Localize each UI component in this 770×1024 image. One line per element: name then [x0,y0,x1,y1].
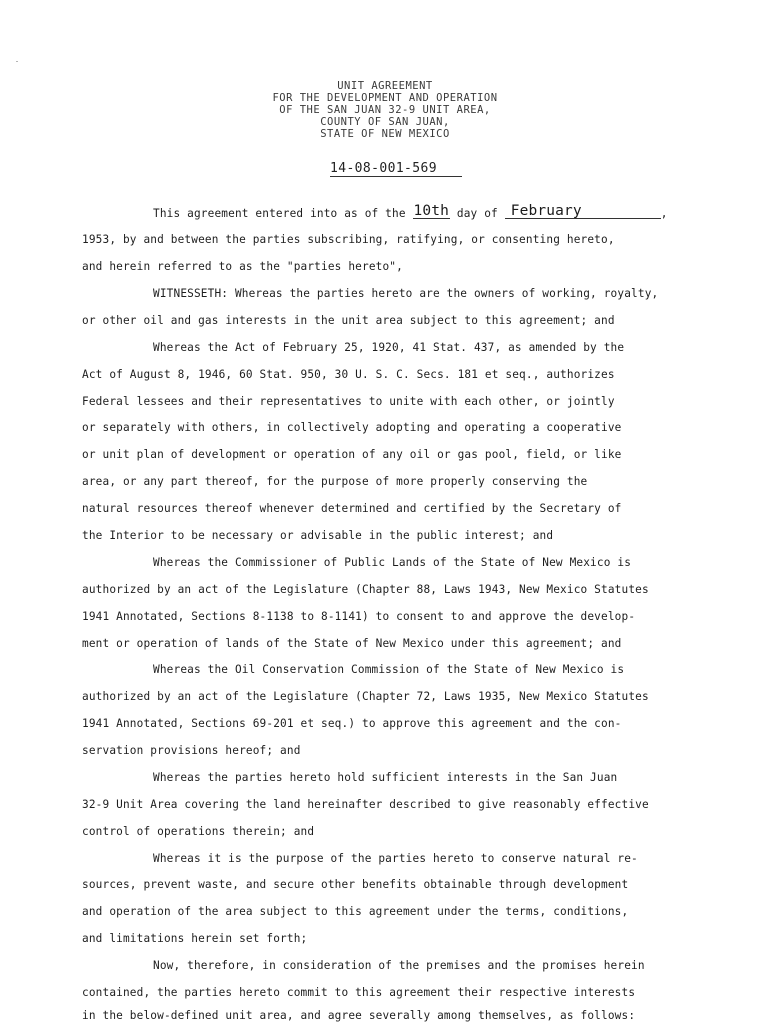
preamble-text: This agreement entered into as of the [153,207,413,220]
preamble-line: and herein referred to as the "parties hereto", [82,260,403,273]
paragraph-line: contained, the parties hereto commit to this agreement their respective interests [82,986,636,999]
paragraph-line: the Interior to be necessary or advisable in the public interest; and [82,529,554,542]
paragraph-line: servation provisions hereof; and [82,744,301,757]
heading-line: OF THE SAN JUAN 32-9 UNIT AREA, [279,104,491,116]
paragraph-line: 1941 Annotated, Sections 69-201 et seq.) to approve this agreement and the con- [82,717,622,730]
paragraph-line: or other oil and gas interests in the unit area subject to this agreement; and [82,314,615,327]
paragraph-line: authorized by an act of the Legislature (Chapter 88, Laws 1943, New Mexico Statutes [82,583,649,596]
heading-line: STATE OF NEW MEXICO [320,128,450,140]
paragraph-line: Whereas it is the purpose of the parties hereto to conserve natural re- [153,852,638,865]
heading-line: COUNTY OF SAN JUAN, [320,116,450,128]
paragraph-line: WITNESSETH: Whereas the parties hereto are the owners of working, royalty, [153,287,659,300]
paragraph-line: and limitations herein set forth; [82,932,308,945]
scan-speck [16,61,18,62]
heading-line: UNIT AGREEMENT [337,80,433,92]
paragraph-line: 32-9 Unit Area covering the land hereinafter described to give reasonably effective [82,798,649,811]
paragraph-line: and operation of the area subject to this agreement under the terms, conditions, [82,905,629,918]
paragraph-line: Whereas the parties hereto hold sufficient interests in the San Juan [153,771,618,784]
paragraph-line: or unit plan of development or operation of any oil or gas pool, field, or like [82,448,622,461]
paragraph-line: 1941 Annotated, Sections 8-1138 to 8-1141) to consent to and approve the develop- [82,610,636,623]
preamble-text: , [660,207,668,220]
preamble-text: day of [450,207,505,220]
paragraph-line: Whereas the Act of February 25, 1920, 41 Stat. 437, as amended by the [153,341,625,354]
paragraph-line: area, or any part thereof, for the purpose of more properly conserving the [82,475,588,488]
handwritten-month: February [505,204,661,219]
paragraph-line: Whereas the Oil Conservation Commission of the State of New Mexico is [153,663,625,676]
heading-line: FOR THE DEVELOPMENT AND OPERATION [272,92,498,104]
paragraph-line: authorized by an act of the Legislature (Chapter 72, Laws 1935, New Mexico Statutes [82,690,649,703]
preamble-line [153,203,668,221]
paragraph-line: Now, therefore, in consideration of the premises and the promises herein [153,959,645,972]
document-heading [0,80,770,140]
paragraph-line: Act of August 8, 1946, 60 Stat. 950, 30 U. S. C. Secs. 181 et seq., authorizes [82,368,615,381]
preamble-line: 1953, by and between the parties subscribing, ratifying, or consenting hereto, [82,233,615,246]
paragraph-line: Federal lessees and their representatives to unite with each other, or jointly [82,395,615,408]
handwritten-day: 10th [413,203,450,219]
paragraph-line: in the below-defined unit area, and agree severally among themselves, as follows: [82,1009,636,1022]
paragraph-line: control of operations therein; and [82,825,315,838]
paragraph-line: Whereas the Commissioner of Public Lands of the State of New Mexico is [153,556,632,569]
paragraph-line: sources, prevent waste, and secure other benefits obtainable through development [82,878,629,891]
agreement-number: 14-08-001-569 [330,161,462,177]
paragraph-line: ment or operation of lands of the State of New Mexico under this agreement; and [82,637,622,650]
paragraph-line: or separately with others, in collectively adopting and operating a cooperative [82,421,622,434]
paragraph-line: natural resources thereof whenever determined and certified by the Secretary of [82,502,622,515]
